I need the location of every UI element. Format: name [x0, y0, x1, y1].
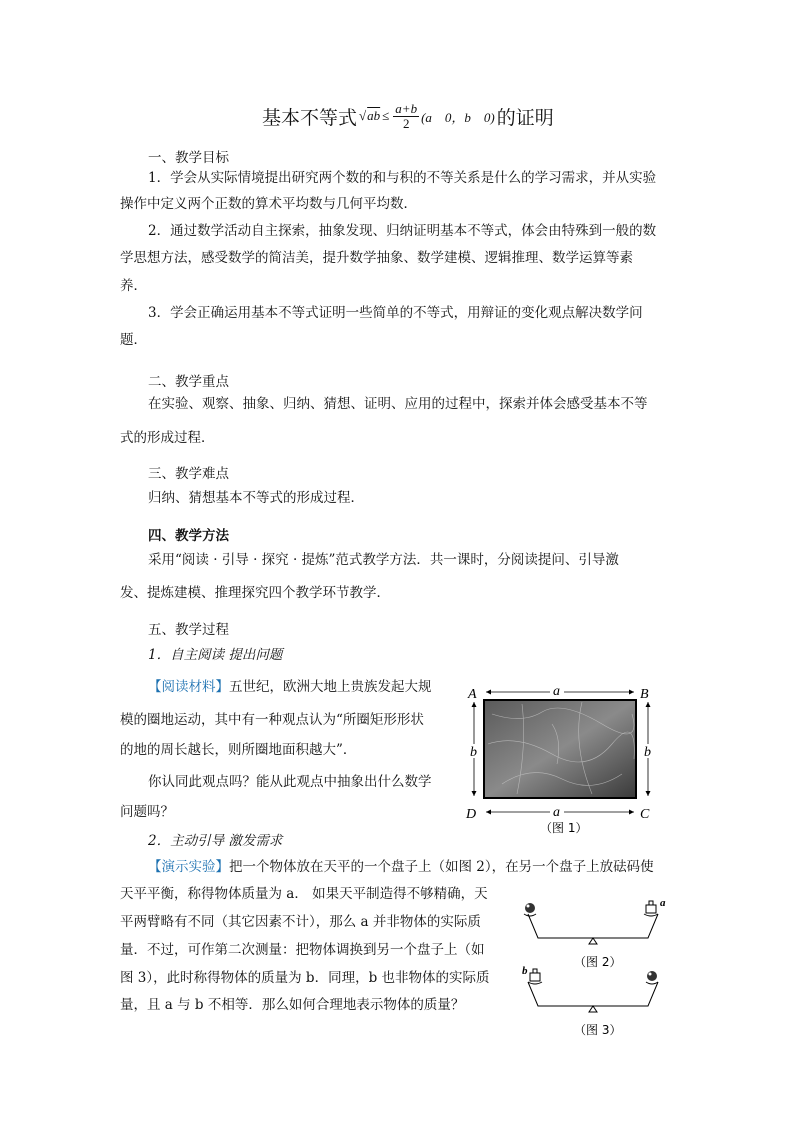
section5-heading: 五、教学过程 — [148, 622, 229, 638]
demo-line3: 平两臂略有不同（其它因素不计），那么 a 并非物体的实际质 — [120, 914, 481, 930]
figure2 — [518, 898, 668, 970]
section1-heading: 一、教学目标 — [148, 150, 229, 166]
figure1 — [462, 684, 662, 834]
title-frac-den: 2 — [402, 115, 410, 131]
weight-ball-icon — [646, 971, 658, 984]
demo-tag: 【演示实验】 — [148, 859, 229, 875]
demo-line4: 量．不过，可作第二次测量：把物体调换到另一个盘子上（如 — [120, 942, 485, 958]
map-image — [484, 700, 636, 798]
title-fraction — [393, 102, 419, 130]
reading-line2: 模的圈地运动，其中有一种观点认为“所圈矩形形状 — [120, 712, 424, 728]
figure2-label: a — [660, 897, 666, 909]
s4-line2: 发、提炼建模、推理探究四个教学环节教学． — [120, 585, 390, 601]
weight-ball-icon — [524, 903, 536, 916]
step1-heading: 1．自主阅读 提出问题 — [148, 647, 283, 663]
corner-b: B — [640, 687, 649, 702]
weight-box-icon — [644, 901, 658, 916]
reading-tag: 【阅读材料】 — [148, 679, 229, 695]
weight-box-icon — [528, 969, 542, 984]
demo-text-1: 把一个物体放在天平的一个盘子上（如图 2），在另一个盘子上放砝码使 — [229, 859, 654, 875]
figure3 — [518, 966, 668, 1038]
title-sqrt-term: ab — [367, 108, 381, 124]
s1-item2-line3: 养． — [120, 278, 147, 294]
figure2-caption: （图 2） — [574, 955, 622, 969]
demo-line6: 量，且 a 与 b 不相等．那么如何合理地表示物体的质量？ — [120, 997, 465, 1013]
s1-item1-line2: 操作中定义两个正数的算术平均数与几何平均数． — [120, 196, 417, 212]
title-prefix: 基本不等式 — [262, 106, 358, 129]
title-condition: (a 0，b 0) — [421, 109, 495, 125]
reading-line4: 你认同此观点吗？能从此观点中抽象出什么数学 — [148, 774, 432, 790]
page-title — [262, 102, 554, 130]
reading-text-1: 五世纪，欧洲大地上贵族发起大规 — [229, 679, 432, 695]
demo-line2: 天平平衡，称得物体质量为 a． 如果天平制造得不够精确，天 — [120, 886, 488, 902]
s3-line1: 归纳、猜想基本不等式的形成过程． — [148, 490, 364, 506]
reading-line5: 问题吗？ — [120, 804, 174, 820]
side-bottom: a — [553, 805, 560, 820]
s1-item3-line2: 题． — [120, 332, 147, 348]
side-left: b — [470, 745, 477, 760]
corner-c: C — [640, 807, 650, 822]
figure3-label: b — [522, 965, 528, 977]
s1-item1-line1: 1．学会从实际情境提出研究两个数的和与积的不等关系是什么的学习需求，并从实验 — [148, 170, 657, 186]
section2-heading: 二、教学重点 — [148, 374, 229, 390]
side-top: a — [553, 684, 560, 699]
title-leq: ≤ — [382, 108, 390, 124]
title-suffix: 的证明 — [496, 106, 554, 129]
figure1-caption: （图 1） — [540, 821, 588, 835]
s1-item3-line1: 3．学会正确运用基本不等式证明一些简单的不等式，用辩证的变化观点解决数学问 — [148, 305, 643, 321]
side-right: b — [644, 745, 651, 760]
demo-line1 — [148, 861, 654, 875]
corner-a: A — [468, 687, 477, 702]
section4-heading: 四、教学方法 — [148, 528, 229, 544]
s1-item2-line2: 学思想方法，感受数学的简洁美，提升数学抽象、数学建模、逻辑推理、数学运算等素 — [120, 250, 633, 266]
s2-line1: 在实验、观察、抽象、归纳、猜想、证明、应用的过程中，探索并体会感受基本不等 — [148, 396, 648, 412]
title-frac-num: a+b — [395, 101, 418, 116]
reading-line1 — [148, 681, 432, 695]
s1-item2-line1: 2．通过数学活动自主探索，抽象发现、归纳证明基本不等式，体会由特殊到一般的数 — [148, 223, 657, 239]
scale-beam — [528, 982, 658, 1006]
title-formula: √ ab ≤ $\frac{a+b}{2}$ (a 0，b 0) — [359, 101, 495, 131]
demo-line5: 图 3），此时称得物体的质量为 b．同理，b 也非物体的实际质 — [120, 970, 490, 986]
section3-heading: 三、教学难点 — [148, 466, 229, 482]
reading-line3: 的地的周长越长，则所圈地面积越大”． — [120, 742, 357, 758]
scale-beam — [528, 914, 658, 938]
corner-d: D — [466, 807, 477, 822]
s2-line2: 式的形成过程． — [120, 430, 215, 446]
step2-heading: 2．主动引导 激发需求 — [148, 833, 283, 849]
figure3-caption: （图 3） — [574, 1023, 622, 1037]
s4-line1: 采用“阅读 · 引导 · 探究 · 提炼”范式教学方法．共一课时，分阅读提问、引导激 — [148, 552, 619, 568]
